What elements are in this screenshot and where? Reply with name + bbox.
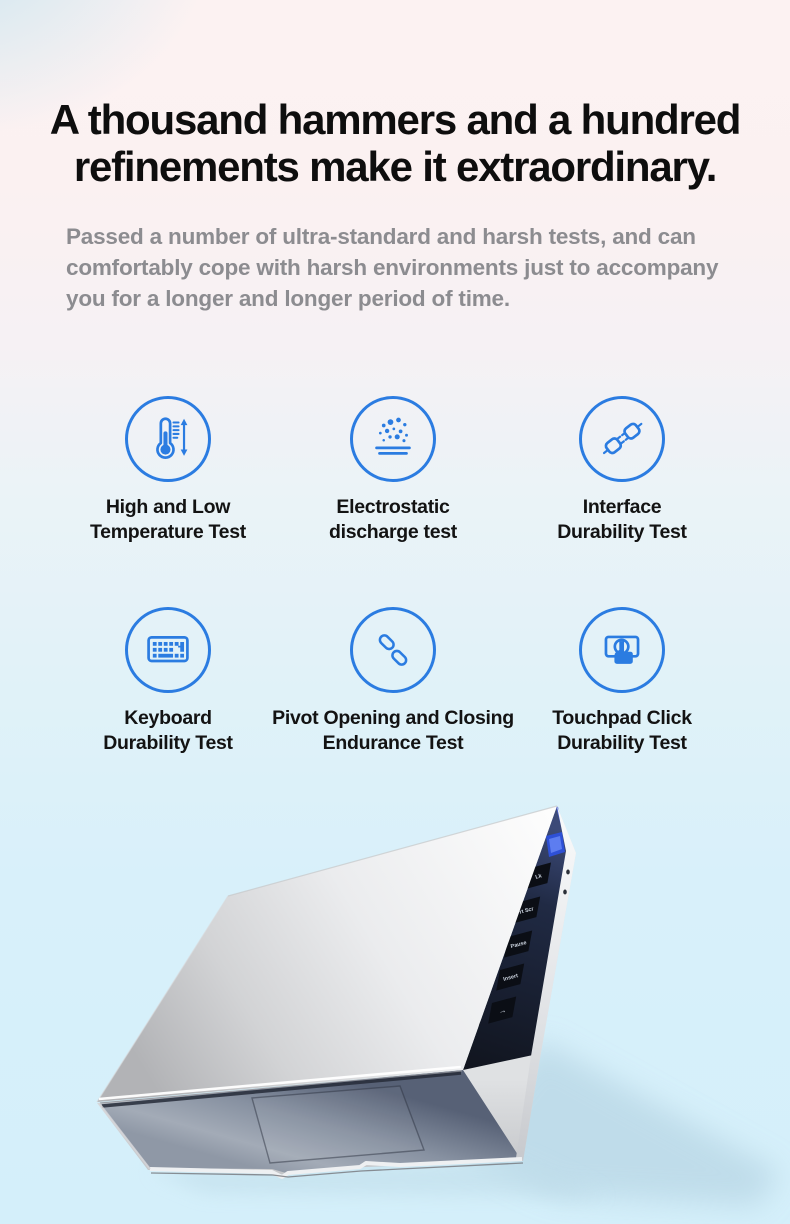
key-label: Insert bbox=[502, 973, 519, 983]
hinge-link-icon bbox=[366, 623, 420, 677]
feature-circle bbox=[125, 396, 211, 482]
page-title-line1: A thousand hammers and a hundred bbox=[49, 96, 741, 143]
description-text bbox=[66, 221, 726, 314]
electrostatic-dots-icon bbox=[366, 412, 420, 466]
page-title bbox=[0, 96, 790, 190]
feature-label: Keyboard Durability Test bbox=[103, 707, 233, 754]
feature-circle bbox=[350, 607, 436, 693]
touchpad-click-icon bbox=[595, 623, 649, 677]
feature-touchpad-test bbox=[492, 607, 752, 756]
feature-electrostatic-test bbox=[263, 396, 523, 545]
feature-label: Interface Durability Test bbox=[557, 496, 687, 543]
page-title-line2: refinements make it extraordinary. bbox=[73, 143, 717, 190]
feature-interface-test bbox=[492, 396, 752, 545]
plug-connector-icon bbox=[595, 412, 649, 466]
laptop-illustration bbox=[0, 770, 790, 1224]
feature-circle bbox=[579, 396, 665, 482]
feature-label: Touchpad Click Durability Test bbox=[552, 707, 692, 754]
description-line: Passed a number of ultra-standard and harsh tests, and can bbox=[66, 224, 696, 249]
feature-temperature-test bbox=[38, 396, 298, 545]
feature-circle bbox=[350, 396, 436, 482]
feature-label: Pivot Opening and Closing Endurance Test bbox=[272, 707, 514, 754]
laptop-touchpad bbox=[252, 1086, 424, 1163]
feature-label: High and Low Temperature Test bbox=[90, 496, 246, 543]
feature-pivot-test bbox=[263, 607, 523, 756]
feature-keyboard-test bbox=[38, 607, 298, 756]
key-label: Lk bbox=[534, 873, 543, 881]
feature-label: Electrostatic discharge test bbox=[328, 496, 457, 543]
keyboard-icon bbox=[141, 623, 195, 677]
description-line: comfortably cope with harsh environments just to accompany bbox=[66, 255, 719, 280]
key-label: Pause bbox=[510, 940, 528, 951]
key-label: → bbox=[497, 1005, 508, 1016]
feature-circle bbox=[125, 607, 211, 693]
description-line: you for a longer and longer period of time. bbox=[66, 286, 510, 311]
feature-circle bbox=[579, 607, 665, 693]
thermometer-icon bbox=[141, 412, 195, 466]
key-label: rt Scr bbox=[519, 906, 535, 916]
